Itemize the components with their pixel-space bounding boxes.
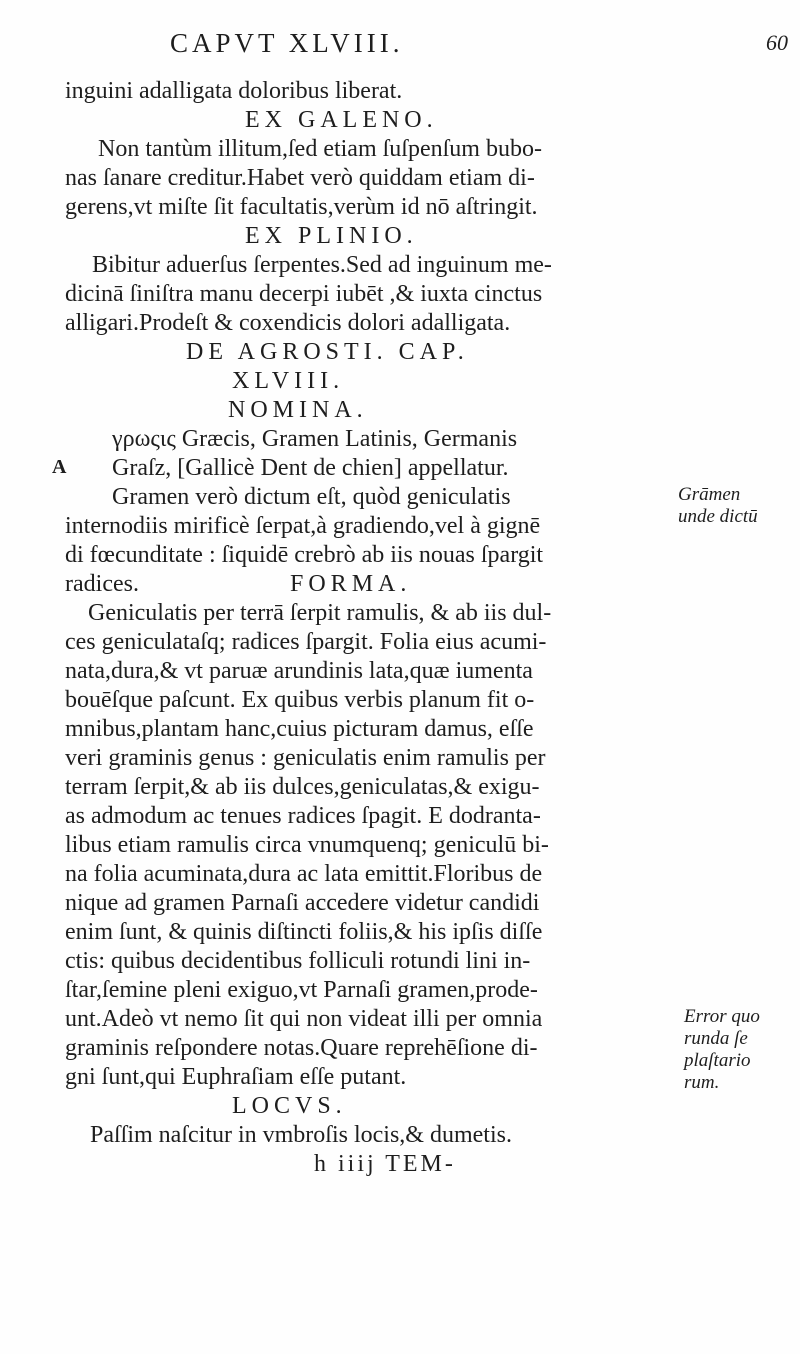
margin-note (678, 484, 758, 528)
section-heading: EX GALENO. (245, 107, 438, 133)
section-heading: EX PLINIO. (245, 223, 418, 249)
margin-note-line: Grāmen (678, 484, 741, 505)
section-heading: FORMA. (290, 571, 412, 597)
folio-number: 60 (766, 30, 788, 55)
margin-note (684, 1006, 760, 1094)
section-heading: NOMINA. (228, 397, 368, 423)
text-line: na folia acuminata,dura ac lata emittit.Floribus de (65, 861, 543, 887)
chapter-number: XLVIII. (232, 368, 345, 394)
chapter-heading: DE AGROSTI. CAP. (186, 339, 469, 365)
text-line: nata,dura,& vt paruæ arundinis lata,quæ iumenta (65, 658, 533, 684)
text-line: Geniculatis per terrā ſerpit ramulis, & ab iis dul- (88, 600, 552, 626)
text-line: alligari.Prodeſt & coxendicis dolori adalligata. (65, 310, 511, 336)
text-line: graminis reſpondere notas.Quare reprehēſione di- (65, 1035, 538, 1061)
text-line: Gramen verò dictum eſt, quòd geniculatis (112, 484, 511, 510)
text-line: enim ſunt, & quinis diſtincti foliis,& his ipſis diſſe (65, 919, 543, 945)
margin-note-line: plaſtario (684, 1050, 751, 1071)
text-line: Bibitur aduerſus ſerpentes.Sed ad inguinum me- (92, 252, 552, 278)
text-line: veri graminis genus : geniculatis enim ramulis per (65, 745, 546, 771)
text-line: as admodum ac tenues radices ſpagit. E dodranta- (65, 803, 541, 829)
margin-letter: A (52, 456, 67, 478)
text-line: terram ſerpit,& ab iis dulces,geniculatas,& exigu- (65, 774, 540, 800)
margin-note-line: runda ſe (684, 1028, 748, 1049)
text-line: mnibus,plantam hanc,cuius picturam damus, eſſe (65, 716, 534, 742)
text-line: γρωςις Græcis, Gramen Latinis, Germanis (112, 426, 518, 452)
text-line: Paſſim naſcitur in vmbroſis locis,& dumetis. (90, 1122, 512, 1148)
text-line: dicinā ſiniſtra manu decerpi iubēt ,& iuxta cinctus (65, 281, 543, 307)
text-line: nas ſanare creditur.Habet verò quiddam etiam di- (65, 165, 535, 191)
text-line: bouēſque paſcunt. Ex quibus verbis planum fit o- (65, 687, 535, 713)
text-line: internodiis mirificè ſerpat,à gradiendo,vel à gignē (65, 513, 541, 539)
text-line: ſtar,ſemine pleni exiguo,vt Parnaſi gramen,prode- (65, 977, 538, 1003)
section-heading: LOCVS. (232, 1093, 347, 1119)
margin-note-line: rum. (684, 1072, 720, 1093)
running-title: CAPVT XLVIII. (170, 28, 404, 58)
text-line: Non tantùm illitum,ſed etiam ſuſpenſum bubo- (98, 136, 542, 162)
margin-note-line: Error quo (684, 1006, 760, 1027)
text-line: nique ad gramen Parnaſi accedere videtur candidi (65, 890, 540, 916)
text-line: unt.Adeò vt nemo ſit qui non videat illi per omnia (65, 1006, 543, 1032)
text-line: gni ſunt,qui Euphraſiam eſſe putant. (65, 1064, 407, 1090)
text-line: ces geniculataſq; radices ſpargit. Folia eius acumi- (65, 629, 547, 655)
margin-note-line: unde dictū (678, 506, 758, 527)
text-line: gerens,vt miſte ſit facultatis,verùm id nō aſtringit. (65, 194, 538, 220)
text-line: radices. (65, 571, 139, 597)
signature-catchword: h iiij TEM- (314, 1151, 456, 1177)
text-line: Graſz, [Gallicè Dent de chien] appellatur. (112, 455, 509, 481)
text-line: ctis: quibus decidentibus folliculi rotundi lini in- (65, 948, 531, 974)
text-line: inguini adalligata doloribus liberat. (65, 78, 403, 104)
text-line: libus etiam ramulis circa vnumquenq; geniculū bi- (65, 832, 549, 858)
text-line: di fœcunditate : ſiquidē crebrò ab iis nouas ſpargit (65, 542, 544, 568)
